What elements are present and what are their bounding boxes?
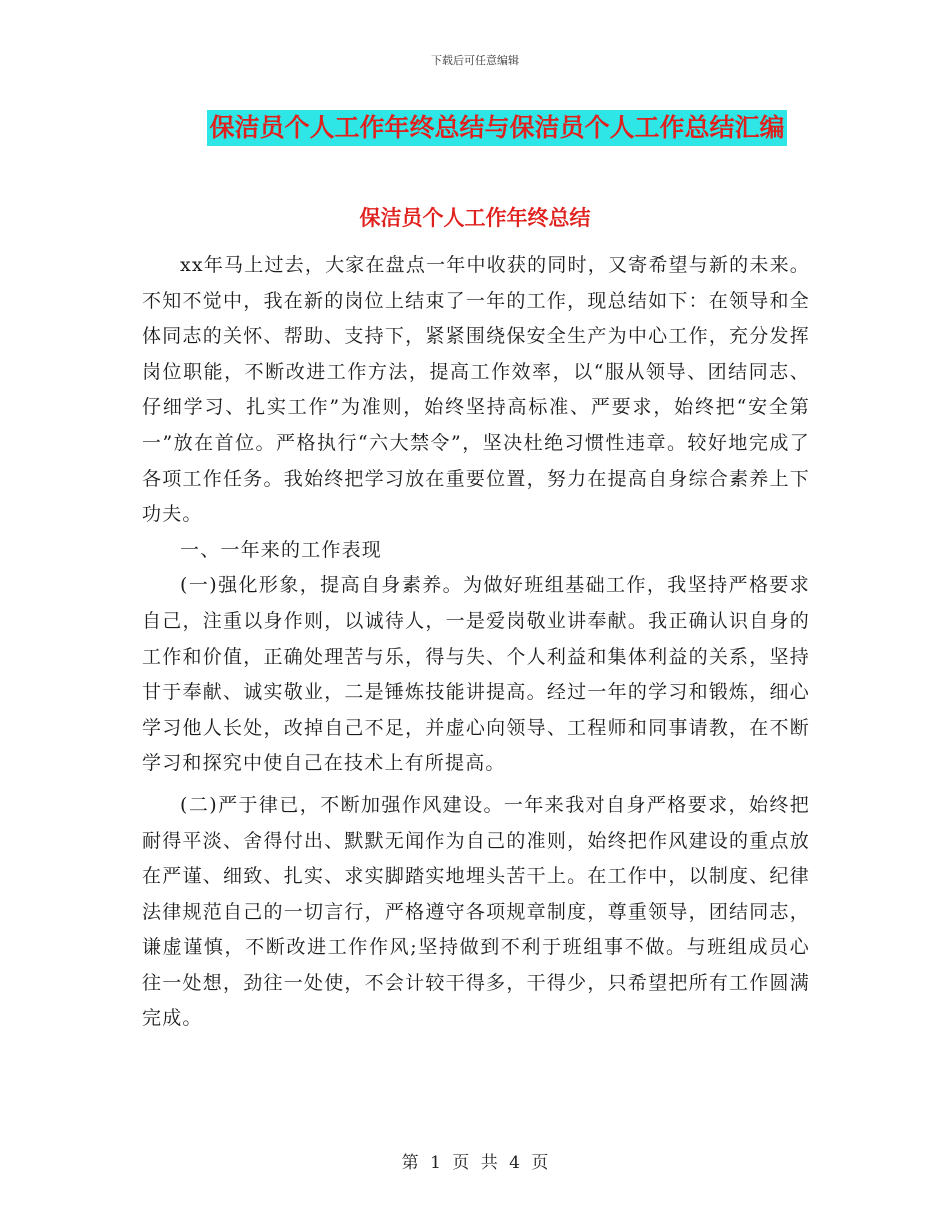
paragraph-intro: xx年马上过去，大家在盘点一年中收获的同时，又寄希望与新的未来。不知不觉中，我在新的岗位上结束了一年的工作，现总结如下：在领导和全体同志的关怀、帮助、支持下，紧紧围绕保安全生产为中心工作，充分发挥岗位职能，不断改进工作方法，提高工作效率，以“服从领导、团结同志、仔细学习、扎实工作”为准则，始终坚持高标准、严要求，始终把“安全第一”放在首位。严格执行“六大禁令”，坚决杜绝习惯性违章。较好地完成了各项工作任务。我始终把学习放在重要位置，努力在提高自身综合素养上下功夫。 [142,254,810,526]
paragraph-section-two: (二)严于律已，不断加强作风建设。一年来我对自身严格要求，始终把耐得平淡、舍得付出、默默无闻作为自己的准则，始终把作风建设的重点放在严谨、细致、扎实、求实脚踏实地埋头苦干上。在工作中，以制度、纪律法律规范自己的一切言行，严格遵守各项规章制度，尊重领导，团结同志，谦虚谨慎，不断改进工作作风;坚持做到不利于班组事不做。与班组成员心往一处想，劲往一处使，不会计较干得多，干得少，只希望把所有工作圆满完成。 [142,793,810,1030]
paragraph-section-one: (一)强化形象，提高自身素养。为做好班组基础工作，我坚持严格要求自己，注重以身作则，以诚待人，一是爱岗敬业讲奉献。我正确认识自身的工作和价值，正确处理苦与乐，得与失、个人利益和集体利益的关系，坚持甘于奉献、诚实敬业，二是锤炼技能讲提高。经过一年的学习和锻炼，细心学习他人长处，改掉自己不足，并虚心向领导、工程师和同事请教，在不断学习和探究中使自己在技术上有所提高。 [142,574,810,775]
paragraph-heading-work-performance: 一、一年来的工作表现 [180,538,383,561]
page-header-note: 下载后可任意编辑 [431,54,519,67]
page-footer-number: 第 1 页 共 4 页 [401,1153,549,1173]
main-title-container [0,110,950,146]
main-title: 保洁员个人工作年终总结与保洁员个人工作总结汇编 [207,110,786,146]
document-body [142,248,810,1037]
section-title: 保洁员个人工作年终总结 [359,205,591,230]
